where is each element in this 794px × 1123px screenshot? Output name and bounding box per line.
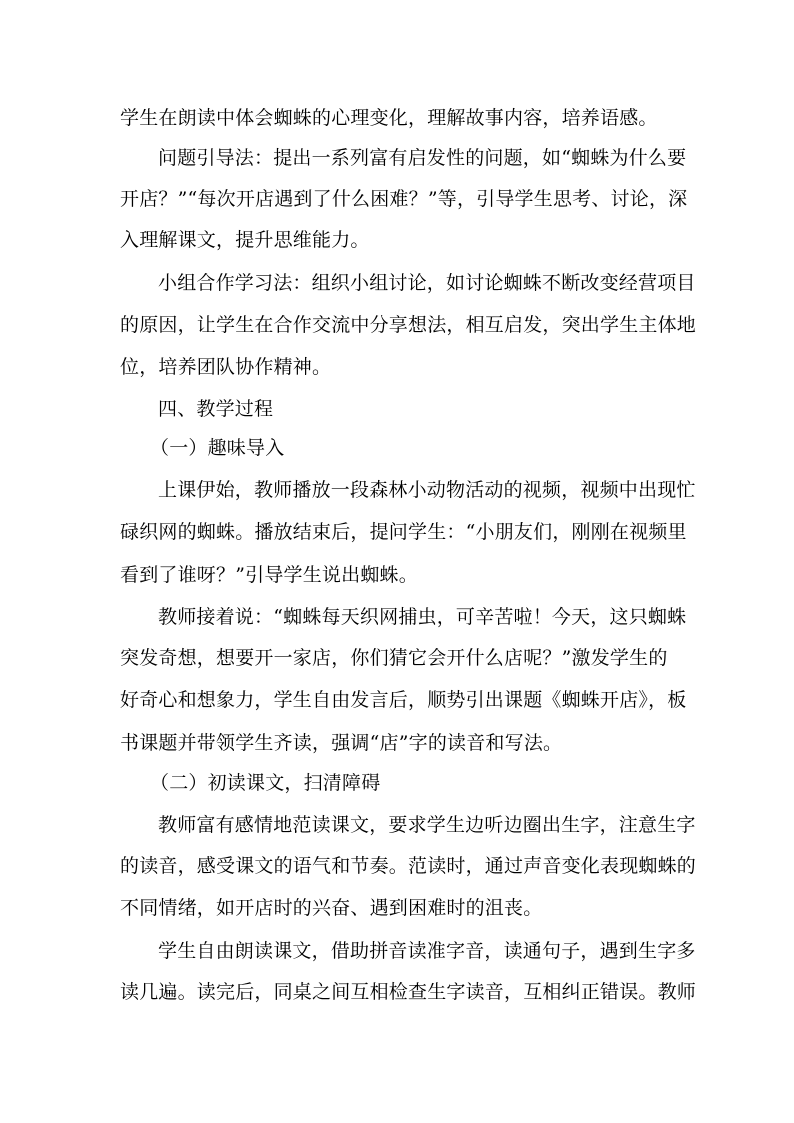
text-line: 学生在朗读中体会蜘蛛的心理变化，理解故事内容，培养语感。 — [120, 107, 658, 129]
text-line: 的读音，感受课文的语气和节奏。范读时，通过声音变化表现蜘蛛的 — [120, 855, 697, 877]
text-line: 看到了谁呀？”引导学生说出蜘蛛。 — [120, 564, 418, 586]
text-line: 小组合作学习法：组织小组讨论，如讨论蜘蛛不断改变经营项目 — [158, 272, 696, 294]
text-line: 书课题并带领学生齐读，强调“店”字的读音和写法。 — [120, 732, 563, 754]
text-line: 开店？”“每次开店遇到了什么困难？”等，引导学生思考、讨论，深 — [120, 188, 688, 210]
text-line: 的原因，让学生在合作交流中分享想法，相互启发，突出学生主体地 — [120, 314, 697, 336]
section-heading: 四、教学过程 — [158, 398, 274, 420]
text-line: 读几遍。读完后，同桌之间互相检查生字读音，互相纠正错误。教师 — [120, 981, 697, 1003]
text-line: 入理解课文，提升思维能力。 — [120, 229, 370, 251]
text-line: 上课伊始，教师播放一段森林小动物活动的视频，视频中出现忙 — [158, 479, 696, 501]
text-line: 教师接着说：“蜘蛛每天织网捕虫，可辛苦啦！今天，这只蜘蛛 — [158, 606, 687, 628]
text-line: 好奇心和想象力，学生自由发言后，顺势引出课题《蜘蛛开店》，板 — [120, 689, 687, 711]
text-line: 教师富有感情地范读课文，要求学生边听边圈出生字，注意生字 — [158, 814, 696, 836]
text-line: 学生自由朗读课文，借助拼音读准字音，读通句子，遇到生字多 — [158, 940, 696, 962]
text-line: 碌织网的蜘蛛。播放结束后，提问学生：“小朋友们，刚刚在视频里 — [120, 521, 687, 543]
text-line: 不同情绪，如开店时的兴奋、遇到困难时的沮丧。 — [120, 897, 543, 919]
subsection-heading: （二）初读课文，扫清障碍 — [150, 772, 381, 794]
text-line: 位，培养团队协作精神。 — [120, 356, 332, 378]
text-line: 突发奇想，想要开一家店，你们猜它会开什么店呢？”激发学生的 — [120, 647, 668, 669]
subsection-heading: （一）趣味导入 — [150, 437, 285, 459]
text-line: 问题引导法：提出一系列富有启发性的问题，如“蜘蛛为什么要 — [158, 147, 687, 169]
